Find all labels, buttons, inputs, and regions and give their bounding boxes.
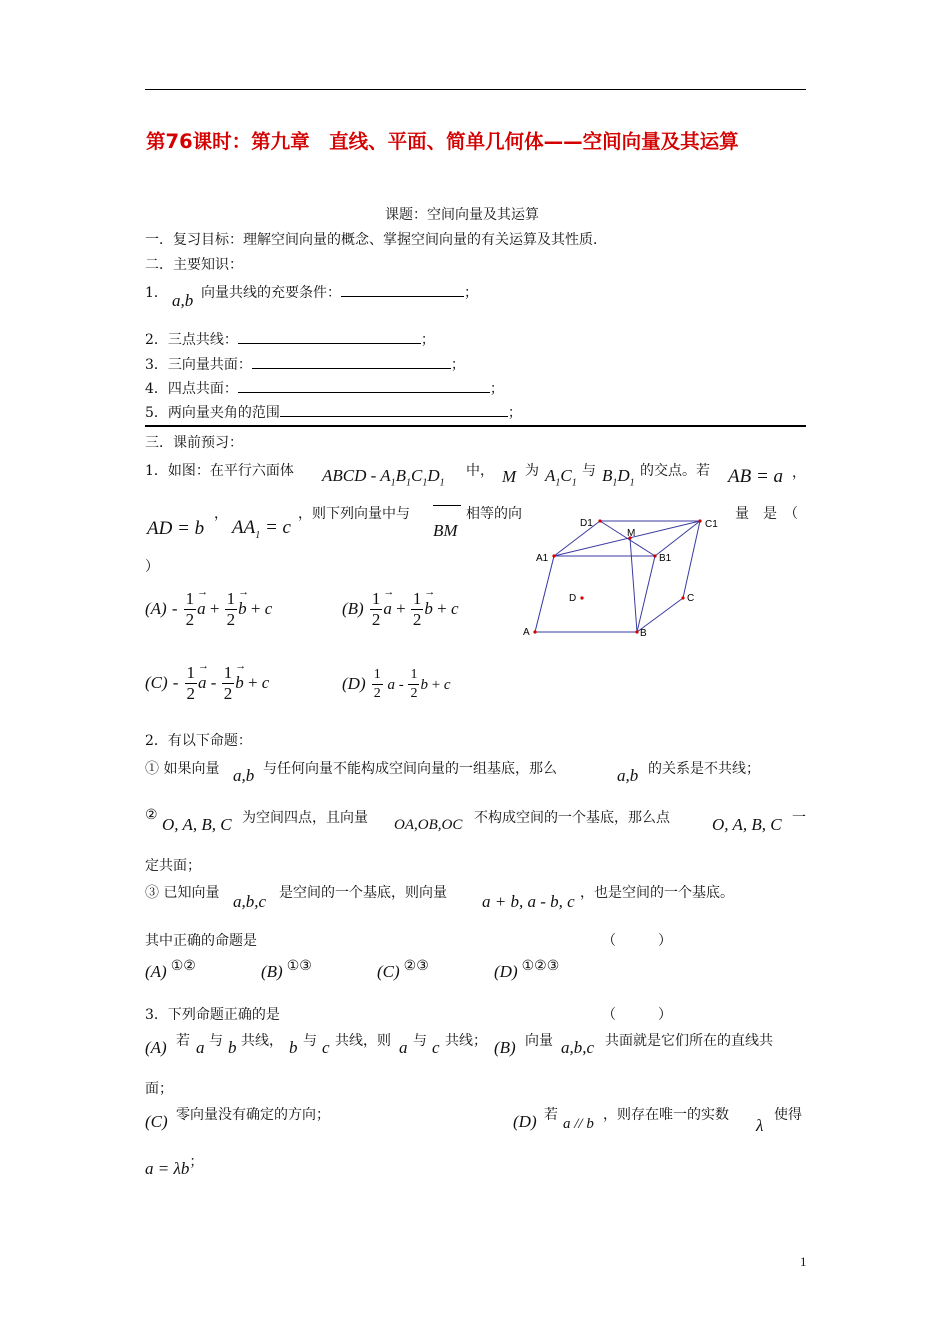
q3-answer-paren: （ ）	[602, 1007, 672, 1023]
knowledge-1-number: 1．	[145, 285, 168, 301]
knowledge-2-text: 2．三点共线：	[145, 332, 238, 348]
answer-blank	[341, 284, 464, 297]
q2-prop3-a: ③ 已知向量	[145, 885, 220, 901]
q2-option-d[interactable]: (D) ①②③	[494, 958, 560, 981]
top-rule	[145, 89, 806, 90]
q3-intro: 3．下列命题正确的是	[145, 1007, 280, 1023]
q1-text-3: 为	[525, 463, 539, 479]
semicolon: ；	[489, 381, 504, 397]
q1-math-AB: AB = a	[728, 466, 784, 487]
q2-prop2-d: 一	[792, 810, 806, 826]
q2-prop2-math: O, A, B, C	[162, 815, 232, 834]
answer-blank	[252, 356, 451, 369]
q1-math-BM	[433, 505, 461, 506]
q2-prop1-c: 的关系是不共线；	[648, 761, 760, 777]
section-review-goals: 一．复习目标：理解空间向量的概念、掌握空间向量的有关运算及其性质．	[145, 232, 607, 248]
label-B: B	[640, 628, 647, 639]
knowledge-2	[145, 329, 435, 349]
q1-math-parallelepiped: ABCD - $A_1B_1C_1D_1$	[322, 466, 445, 489]
knowledge-4	[145, 378, 504, 398]
q2-prop3-b: 是空间的一个基底，则向量	[279, 885, 447, 901]
page-title: 第76课时：第九章 直线、平面、简单几何体——空间向量及其运算	[146, 130, 739, 153]
q1-option-d[interactable]: (D) $\frac{1}{2}$ a - $\frac{1}{2}$ b + c	[342, 667, 451, 701]
q2-option-b[interactable]: (B) ①③	[261, 958, 312, 981]
q1-option-c[interactable]: (C) - $\frac{1}{2}$ → a - $\frac{1}{2}$ → b + c	[145, 663, 269, 704]
q2-prop3-math: a,b,c	[233, 892, 267, 911]
q2-prop2-math3: O, A, B, C	[712, 815, 782, 834]
q2-answer-paren: （ ）	[602, 933, 672, 949]
q2-option-c[interactable]: (C) ②③	[377, 958, 429, 981]
label-C: C	[687, 593, 695, 604]
label-A1: A1	[536, 553, 549, 564]
label-B1: B1	[659, 553, 672, 564]
q2-prop1-math2: a,b	[617, 766, 639, 785]
q1-text-4: 与	[582, 463, 596, 479]
answer-blank	[280, 404, 508, 417]
knowledge-3	[145, 354, 465, 374]
q3-option-a[interactable]: (A) 若 a 与 b 共线， b 与 c 共线，则 a 与 c 共线；	[145, 1033, 487, 1057]
q3-option-d[interactable]: (D) 若 a // b ，则存在唯一的实数 λ 使得	[513, 1107, 802, 1135]
knowledge-1-math: a,b	[172, 291, 194, 310]
q1-text-2: 中，	[466, 463, 494, 479]
q2-prop2-b: 为空间四点，且向量	[242, 810, 368, 826]
q1-text-7: 相等的向	[466, 506, 522, 522]
q2-prop3-c: ，也是空间的一个基底。	[580, 885, 734, 901]
q1-option-a[interactable]: (A) - $\frac{1}{2}$ → a + $\frac{1}{2}$ → b + c	[145, 589, 272, 630]
q1-math-A1C1: $A_1C_1$	[545, 466, 577, 489]
label-M: M	[627, 528, 636, 539]
parallelepiped-figure	[520, 512, 730, 642]
lesson-subtitle: 课题：空间向量及其运算	[385, 207, 539, 223]
q1-math-AA1: $AA_1 = c$	[232, 517, 291, 541]
q2-intro: 2．有以下命题：	[145, 733, 252, 749]
q2-prop1-a: ① 如果向量	[145, 761, 220, 777]
q2-prop1-b: 与任何向量不能构成空间向量的一组基底，那么	[263, 761, 557, 777]
edge-AA1	[535, 556, 554, 632]
q2-prop3-math2: a + b, a - b, c	[482, 892, 575, 911]
label-A: A	[523, 627, 530, 638]
q1-comma-2: ，	[214, 506, 228, 522]
semicolon: ；	[450, 357, 465, 373]
knowledge-1	[201, 282, 478, 302]
q1-math-AD: AD = b	[147, 518, 205, 539]
q1-option-b[interactable]: (B) $\frac{1}{2}$ → a + $\frac{1}{2}$ → b + c	[342, 589, 459, 630]
q3-option-b-cont: 面；	[145, 1081, 173, 1097]
section-divider	[145, 425, 806, 427]
q2-prop2-c: 不构成空间的一个基底，那么点	[474, 810, 670, 826]
section-main-knowledge: 二．主要知识：	[145, 257, 243, 273]
q1-math-B1D1: $B_1D_1$	[602, 466, 635, 489]
q3-option-b[interactable]: (B) 向量 a,b,c 共面就是它们所在的直线共	[494, 1033, 773, 1057]
answer-blank	[238, 331, 421, 344]
label-C1: C1	[705, 519, 718, 530]
q1-text-9: ）	[145, 559, 159, 575]
knowledge-5-text: 5．两向量夹角的范围	[145, 405, 280, 421]
semicolon: ；	[507, 405, 522, 421]
answer-blank	[238, 380, 490, 393]
q1-text-6: ，则下列向量中与	[298, 506, 410, 522]
q1-comma: ，	[792, 465, 806, 481]
q1-text-5: 的交点。若	[640, 463, 710, 479]
q2-prop2-a: ②	[145, 807, 158, 823]
semicolon: ；	[464, 285, 478, 301]
section-preview: 三．课前预习：	[145, 435, 243, 451]
q2-prop2-e: 定共面；	[145, 858, 201, 874]
q2-option-a[interactable]: (A) ①②	[145, 958, 196, 981]
knowledge-5	[145, 402, 522, 422]
q3-option-d-cont: a = λb；	[145, 1154, 204, 1178]
q1-text-8: 量 是 （	[735, 506, 798, 522]
q2-ask: 其中正确的命题是	[145, 933, 257, 949]
label-D: D	[569, 593, 577, 604]
label-D1: D1	[580, 518, 593, 529]
semicolon: ；	[420, 332, 435, 348]
seg-MB	[630, 538, 637, 632]
q3-option-c[interactable]: (C) 零向量没有确定的方向；	[145, 1107, 330, 1131]
q1-text-1: 1．如图：在平行六面体	[145, 463, 294, 479]
q2-prop1-math: a,b	[233, 766, 255, 785]
page-number: 1	[800, 1254, 807, 1269]
knowledge-3-text: 3．三向量共面：	[145, 357, 252, 373]
q2-prop2-math2: OA,OB,OC	[394, 817, 463, 833]
knowledge-1-text: 向量共线的充要条件：	[201, 285, 341, 301]
knowledge-4-text: 4．四点共面：	[145, 381, 238, 397]
q1-math-M: M	[502, 467, 517, 486]
q1-math-BM-label: BM	[433, 521, 458, 540]
